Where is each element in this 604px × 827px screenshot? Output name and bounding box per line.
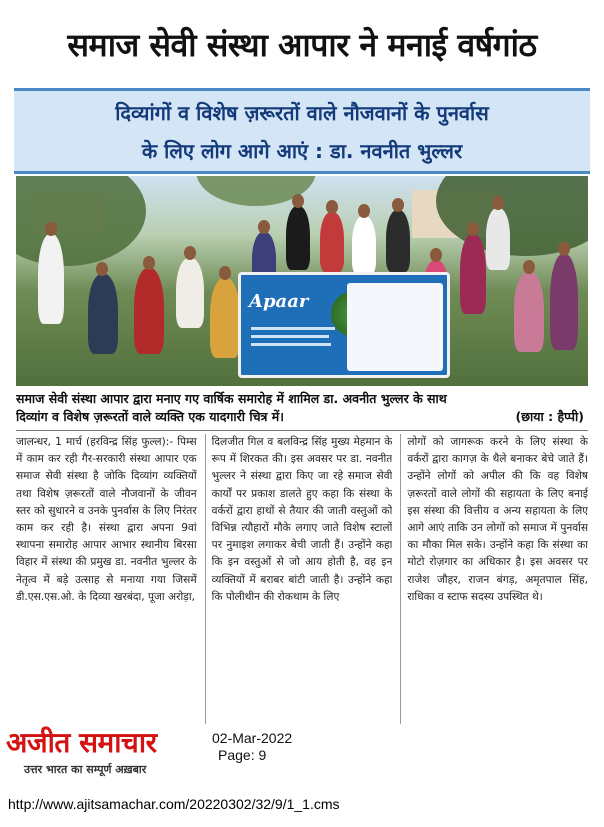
organisation-banner [238, 272, 450, 378]
caption-line-2: दिव्यांग व विशेष ज़रूरतों वाले व्यक्ति एक यादगारी चित्र में। [16, 409, 284, 424]
newspaper-name: अजीत समाचार [6, 726, 157, 759]
source-url: http://www.ajitsamachar.com/20220302/32/9/1_1.cms [8, 796, 340, 812]
article-column-2: दिलजीत गिल व बलविन्द्र सिंह मुख्य मेहमान के रूप में शिरकत की। इस अवसर पर डा. नवनीत भुल्लर ने संस्था द्वारा किए जा रहे समाज सेवी कार्यों पर प्रकाश डालते हुए कहा कि संस्था के वर्करों द्वारा हाथों से तैयार की जाती वस्तुओं को विभिन्न त्यौहारों मौके लगाए जाते विशेष स्टालों पर नुमाइश लगाकर बेची जाती हैं। उन्होंने कहा कि इन वस्तुओं से जो आय होती है, वह इन व्यक्तियों में बराबर बांटी जाती है। उन्होंने कहा कि पोलीथीन की रोकथाम के लिए [205, 434, 393, 724]
publication-date: 02-Mar-2022 [212, 730, 293, 746]
article-column-1: जालन्धर, 1 मार्च (हरविन्द्र सिंह फुल्ल):- पिम्स में काम कर रही गैर-सरकारी संस्था आपार एक समाज सेवी संस्था है जोकि दिव्यांग व्यक्तियों तथा विशेष ज़रूरतों वाले नौजवानों के जीवन स्तर को सुधारने व उनके पुनर्वास के लिए निरंतर काम कर रही है। संस्था द्वारा अपना 9वां स्थापना समारोह आपार आभार स्थानीय बिरसा विहार में संस्था की प्रमुख डा. नवनीत भुल्लर के नेतृत्व में बड़े उत्साह से मनाया गया जिसमें डी.एस.एस.ओ. के दिव्या खरबंदा, पूजा अरोड़ा, [16, 436, 197, 603]
newspaper-tagline: उत्तर भारत का सम्पूर्ण अख़बार [24, 763, 147, 776]
newspaper-masthead [6, 727, 226, 781]
article-body [16, 434, 588, 724]
group-photo [16, 176, 588, 386]
subheadline-line-2: के लिए लोग आगे आएं : डा. नवनीत भुल्लर [141, 139, 463, 163]
article-column-3: लोगों को जागरूक करने के लिए संस्था के वर्करों द्वारा कागज़ के थैले बनाकर बेचे जाते हैं। उन्होंने लोगों को अपील की कि वह विशेष ज़रूरतों वाले लोगों की सहायता के लिए बनाई इस संस्था की वित्तीय व अन्य सहायता के लिए आगे आएं ताकि उन लोगों को समाज में पुनर्वास का मौका मिल सके। उन्होंने कहा कि संस्था का मोटो रोज़गार का अधिकार है। इस अवसर पर राजेश जौहर, राजन बंगड़, अमृतपाल सिंह, राधिका व स्टाफ सदस्य उपस्थित थे। [400, 434, 588, 724]
subheadline [14, 88, 590, 174]
headline: समाज सेवी संस्था आपार ने मनाई वर्षगांठ [67, 26, 537, 64]
dateline [212, 730, 342, 764]
subheadline-line-1: दिव्यांगों व विशेष ज़रूरतों वाले नौजवानों के पुनर्वास [115, 101, 489, 125]
caption-divider [16, 430, 588, 431]
caption-line-1: समाज सेवी संस्था आपार द्वारा मनाए गए वार्षिक समारोह में शामिल डा. अवनीत भुल्लर के साथ [16, 391, 447, 406]
banner-text-panel [347, 283, 443, 371]
photo-credit: (छाया : हैप्पी) [515, 409, 584, 424]
banner-logo: Apaar [249, 291, 309, 312]
photo-caption [16, 390, 588, 430]
page-number: Page: 9 [218, 747, 267, 763]
